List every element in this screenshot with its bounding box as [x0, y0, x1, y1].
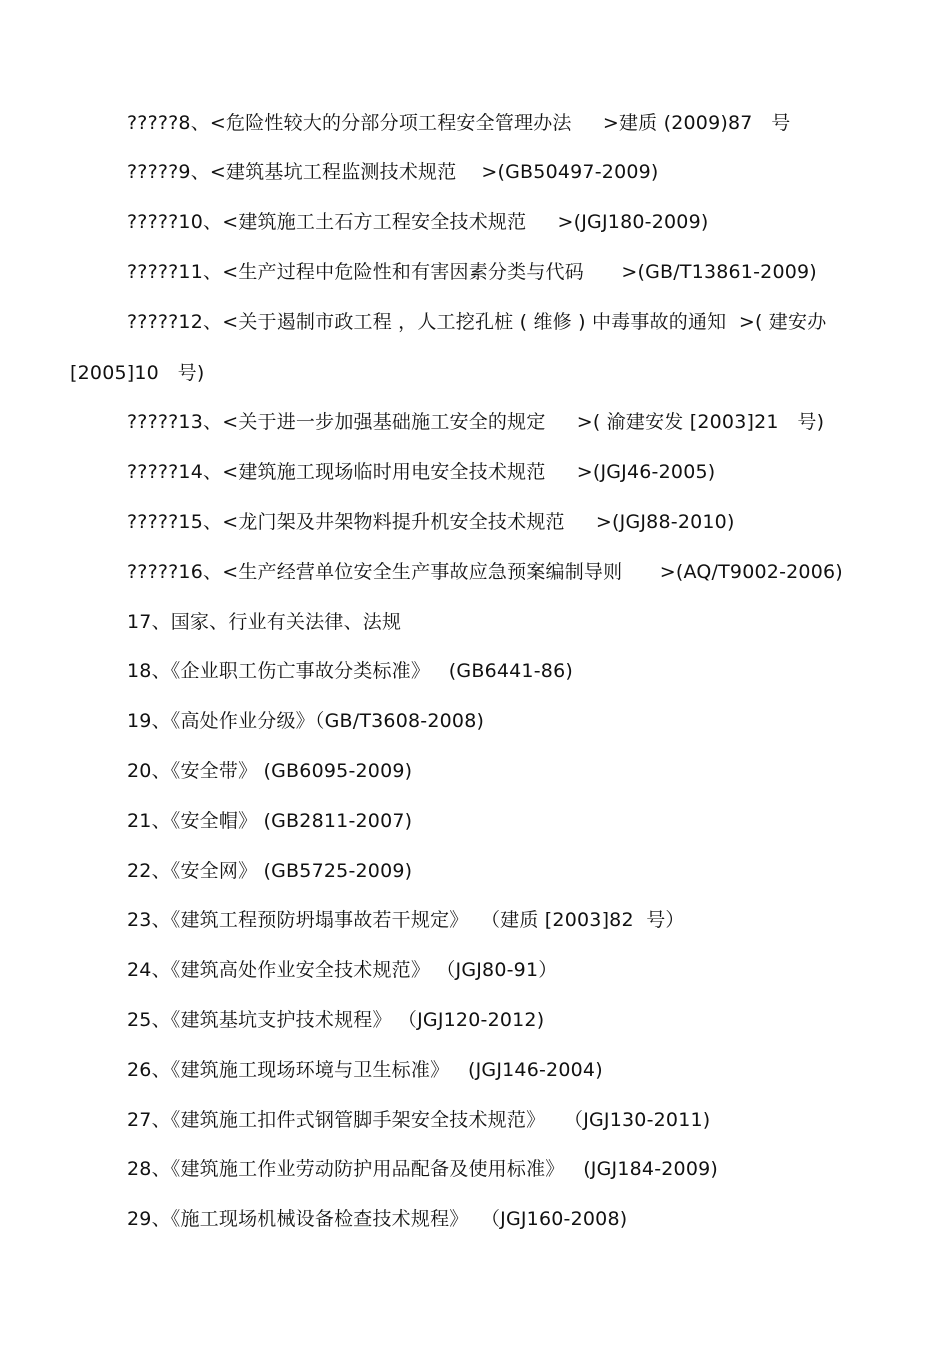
reference-item-9: ?????9、<建筑基坑工程监测技术规范 >(GB50497-2009) [127, 161, 659, 183]
reference-item-11: ?????11、<生产过程中危险性和有害因素分类与代码 >(GB/T13861-2009) [127, 261, 817, 283]
reference-item-23: 23、《建筑工程预防坍塌事故若干规定》 （建质 [2003]82 号） [127, 909, 685, 931]
reference-item-10: ?????10、<建筑施工土石方工程安全技术规范 >(JGJ180-2009) [127, 211, 709, 233]
reference-item-17: 17、国家、行业有关法律、法规 [127, 611, 402, 633]
reference-item-27: 27、《建筑施工扣件式钢管脚手架安全技术规范》 （JGJ130-2011) [127, 1109, 711, 1131]
reference-item-18: 18、《企业职工伤亡事故分类标准》 (GB6441-86) [127, 660, 573, 682]
reference-item-12: ?????12、<关于遏制市政工程 ，人工挖孔桩 ( 维修 ) 中毒事故的通知 >( 建安办 [127, 311, 827, 333]
reference-item-22: 22、《安全网》 (GB5725-2009) [127, 860, 413, 882]
reference-item-29: 29、《施工现场机械设备检查技术规程》 （JGJ160-2008) [127, 1208, 628, 1230]
reference-item-15: ?????15、<龙门架及井架物料提升机安全技术规范 >(JGJ88-2010) [127, 511, 735, 533]
reference-item-16: ?????16、<生产经营单位安全生产事故应急预案编制导则 >(AQ/T9002-2006) [127, 561, 843, 583]
reference-item-25: 25、《建筑基坑支护技术规程》 （JGJ120-2012) [127, 1009, 545, 1031]
reference-item-14: ?????14、<建筑施工现场临时用电安全技术规范 >(JGJ46-2005) [127, 461, 716, 483]
reference-item-12-continuation: [2005]10 号) [70, 362, 205, 384]
reference-item-13: ?????13、<关于进一步加强基础施工安全的规定 >( 渝建安发 [2003]21 号) [127, 411, 825, 433]
reference-item-24: 24、《建筑高处作业安全技术规范》 （JGJ80-91） [127, 959, 558, 981]
reference-item-26: 26、《建筑施工现场环境与卫生标准》 (JGJ146-2004) [127, 1059, 603, 1081]
reference-item-8: ?????8、<危险性较大的分部分项工程安全管理办法 >建质 (2009)87 号 [127, 112, 791, 134]
reference-item-21: 21、《安全帽》 (GB2811-2007) [127, 810, 413, 832]
reference-item-19: 19、《高处作业分级》（GB/T3608-2008) [127, 710, 485, 732]
reference-item-20: 20、《安全带》 (GB6095-2009) [127, 760, 413, 782]
reference-item-28: 28、《建筑施工作业劳动防护用品配备及使用标准》 (JGJ184-2009) [127, 1158, 719, 1180]
